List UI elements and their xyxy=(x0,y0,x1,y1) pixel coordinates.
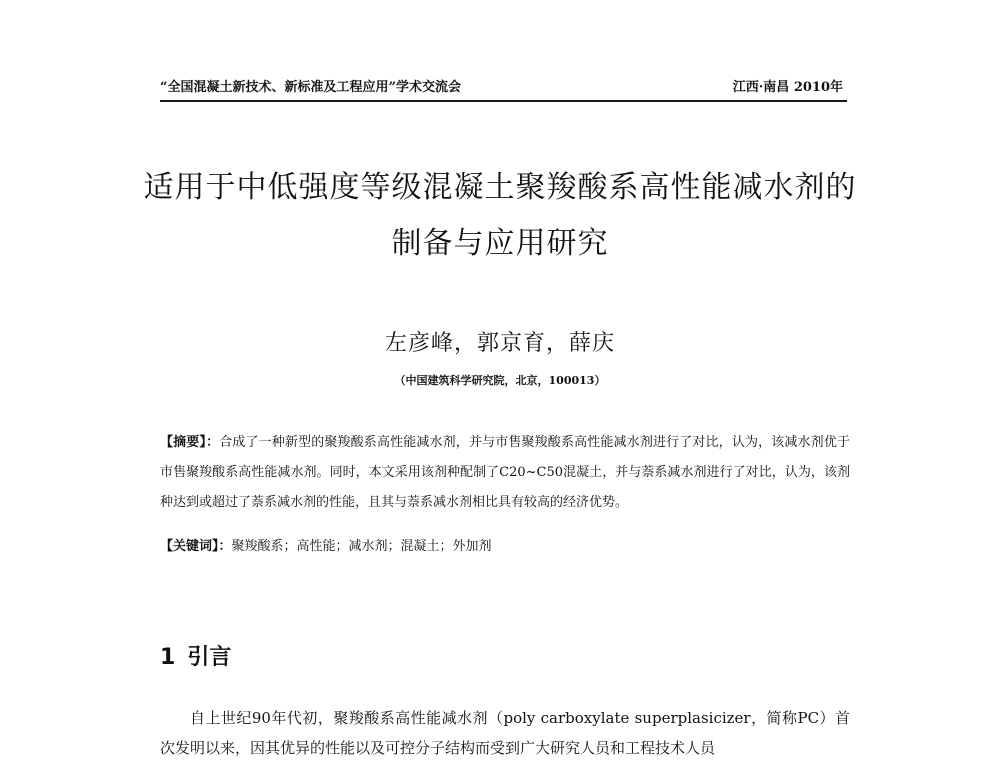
conference-name: “全国混凝土新技术、新标准及工程应用”学术交流会 xyxy=(160,80,461,95)
abstract-label: 【摘要】： xyxy=(160,435,220,450)
author-list: 左彦峰，郭京育，薛庆 xyxy=(384,331,615,356)
section-title: 引言 xyxy=(187,645,232,670)
author-affiliation: （中国建筑科学研究院，北京，100013） xyxy=(394,374,606,387)
body-paragraph: 自上世纪90年代初，聚羧酸系高性能减水剂（poly carboxylate superplasicizer，简称PC）首次发明以来，因其优异的性能以及可控分子结构而受到广大研究人员和工程技术人员 xyxy=(160,709,850,757)
section-heading xyxy=(160,640,231,671)
section-number: 1 xyxy=(160,645,176,670)
abstract-text: 合成了一种新型的聚羧酸系高性能减水剂，并与市售聚羧酸系高性能减水剂进行了对比，认为，该减水剂优于市售聚羧酸系高性能减水剂。同时，本文采用该剂种配制了C20~C50混凝土，并与萘系减水剂进行了对比，认为，该剂种达到或超过了萘系减水剂的性能，且其与萘系减水剂相比具有较高的经济优势。 xyxy=(160,435,850,510)
keywords-text: 聚羧酸系；高性能；减水剂；混凝土；外加剂 xyxy=(231,539,492,554)
keywords xyxy=(160,535,850,559)
location-year: 江西·南昌 2010年 xyxy=(732,80,843,95)
abstract xyxy=(160,428,850,518)
paper-title-line-1: 适用于中低强度等级混凝土聚羧酸系高性能减水剂的 xyxy=(143,170,857,205)
running-header xyxy=(160,76,847,102)
keywords-label: 【关键词】： xyxy=(160,539,232,554)
paper-title-line-2: 制备与应用研究 xyxy=(391,226,609,261)
